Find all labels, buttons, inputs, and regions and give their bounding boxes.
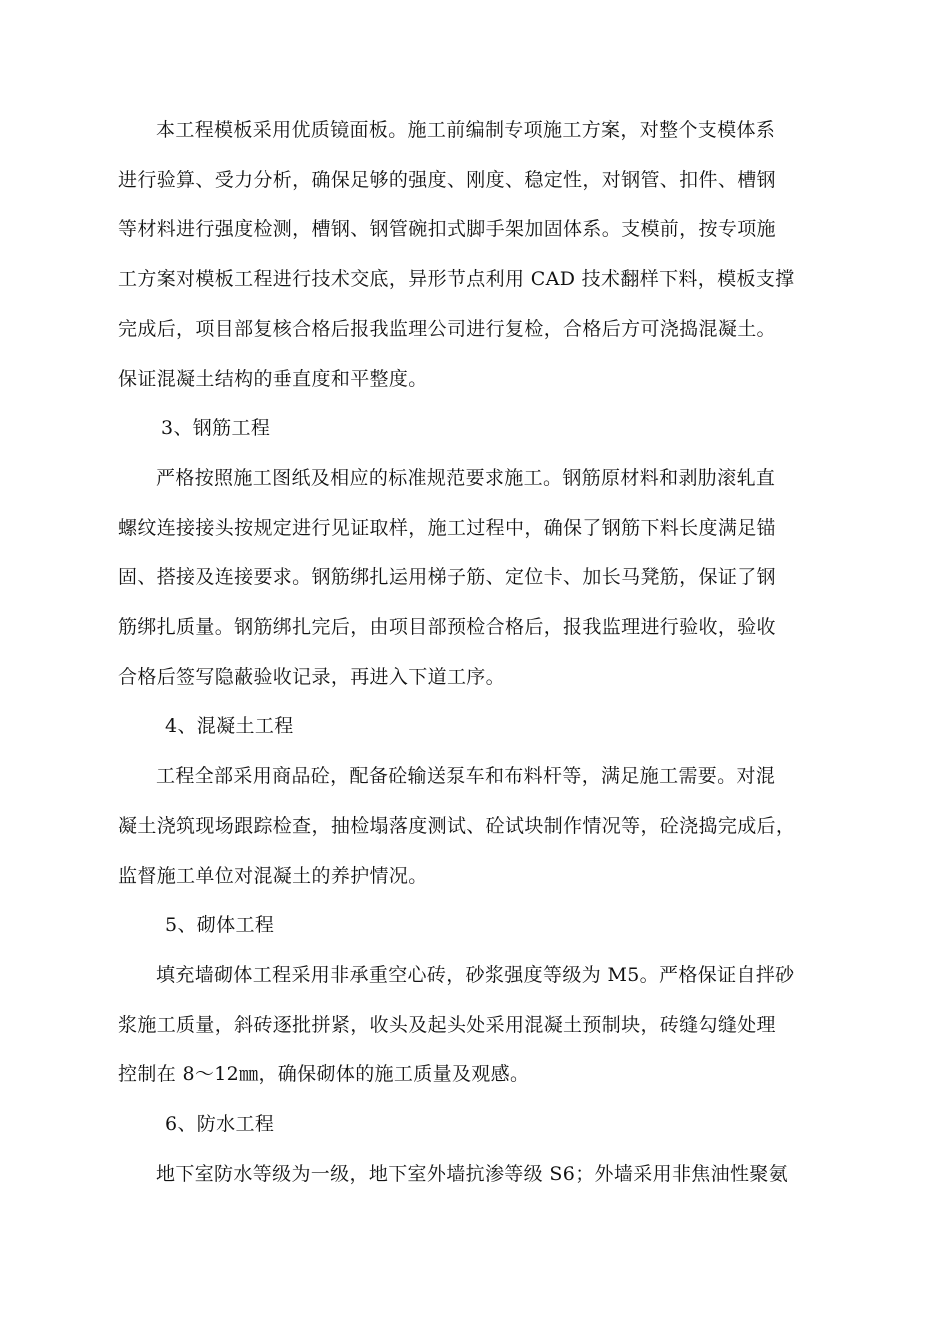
text-line: 筋绑扎质量。钢筋绑扎完后，由项目部预检合格后，报我监理进行验收，验收: [118, 616, 776, 639]
text-line: 完成后，项目部复核合格后报我监理公司进行复检，合格后方可浇捣混凝土。: [118, 317, 776, 340]
section-heading-waterproofing: 6、防水工程: [165, 1113, 275, 1136]
text-line: 合格后签写隐蔽验收记录，再进入下道工序。: [118, 665, 506, 688]
text-line: 严格按照施工图纸及相应的标准规范要求施工。钢筋原材料和剥肋滚轧直: [156, 466, 776, 489]
document-body: [118, 106, 832, 1199]
text-line: 进行验算、受力分析，确保足够的强度、刚度、稳定性，对钢管、扣件、槽钢: [118, 168, 776, 191]
section-heading-masonry: 5、砌体工程: [165, 914, 275, 937]
text-line: 浆施工质量，斜砖逐批拼紧，收头及起头处采用混凝土预制块，砖缝勾缝处理: [118, 1013, 776, 1036]
text-line: 凝土浇筑现场跟踪检查，抽检塌落度测试、砼试块制作情况等，砼浇捣完成后，: [118, 814, 796, 837]
text-line: 工程全部采用商品砼，配备砼输送泵车和布料杆等，满足施工需要。对混: [156, 765, 776, 788]
text-line: 固、搭接及连接要求。钢筋绑扎运用梯子筋、定位卡、加长马凳筋，保证了钢: [118, 566, 776, 589]
text-line: 填充墙砌体工程采用非承重空心砖，砂浆强度等级为 M5。严格保证自拌砂: [156, 963, 795, 986]
text-line: 等材料进行强度检测，槽钢、钢管碗扣式脚手架加固体系。支模前，按专项施: [118, 218, 776, 241]
paragraph-rebar: [118, 454, 832, 703]
paragraph-masonry: [118, 951, 832, 1100]
text-line: 螺纹连接接头按规定进行见证取样，施工过程中，确保了钢筋下料长度满足锚: [118, 516, 776, 539]
text-line: 控制在 8～12㎜，确保砌体的施工质量及观感。: [118, 1063, 530, 1086]
text-line: 监督施工单位对混凝土的养护情况。: [118, 864, 428, 887]
section-heading-rebar: 3、钢筋工程: [161, 417, 271, 440]
text-line: 保证混凝土结构的垂直度和平整度。: [118, 367, 428, 390]
paragraph-formwork: [118, 106, 832, 404]
text-line: 工方案对模板工程进行技术交底，异形节点利用 CAD 技术翻样下料，模板支撑: [118, 268, 795, 291]
text-line: 地下室防水等级为一级，地下室外墙抗渗等级 S6；外墙采用非焦油性聚氨: [156, 1162, 789, 1185]
paragraph-concrete: [118, 752, 832, 901]
paragraph-waterproofing: [118, 1150, 832, 1200]
section-heading-concrete: 4、混凝土工程: [165, 715, 294, 738]
text-line: 本工程模板采用优质镜面板。施工前编制专项施工方案，对整个支模体系: [156, 119, 776, 141]
